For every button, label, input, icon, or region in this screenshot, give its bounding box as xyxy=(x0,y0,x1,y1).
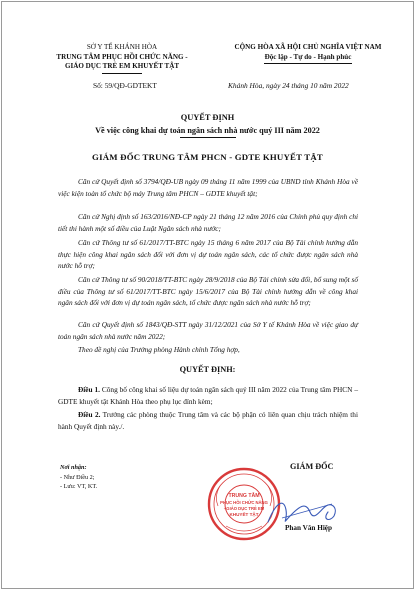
signatory-title: GIÁM ĐỐC xyxy=(290,462,334,471)
legal-basis-3: Căn cứ Thông tư số 61/2017/TT-BTC ngày 15 tháng 6 năm 2017 của Bộ Tài chính hướng dẫn thực hiện công khai ngân sách đối với đơn vị dự toán ngân sách, các tổ chức được ngân sách nhà nước hỗ trợ; xyxy=(58,238,358,271)
country-name: CỘNG HÒA XÃ HỘI CHỦ NGHĨA VIỆT NAM xyxy=(234,43,382,51)
issuing-agency-header xyxy=(44,43,200,74)
article-1-label: Điều 1. xyxy=(78,385,100,394)
agency-line-1: TRUNG TÂM PHỤC HỒI CHỨC NĂNG - xyxy=(56,52,188,61)
seal-text-2: PHỤC HỒI CHỨC NĂNG xyxy=(220,500,268,505)
proposal-basis: Theo đề nghị của Trưởng phòng Hành chính Tổng hợp, xyxy=(78,345,240,354)
document-title: QUYẾT ĐỊNH xyxy=(180,113,235,122)
article-2-text: Trưởng các phòng thuộc Trung tâm và các bộ phận có liên quan chịu trách nhiệm thi hành Quyết định này./. xyxy=(58,410,358,431)
motto: Độc lập - Tự do - Hạnh phúc xyxy=(264,52,352,61)
legal-basis-5: Căn cứ Quyết định số 1843/QĐ-STT ngày 31/12/2021 của Sở Y tế Khánh Hòa về việc giao dự toán ngân sách nhà nước năm 2022; xyxy=(58,320,358,341)
issuer-heading: GIÁM ĐỐC TRUNG TÂM PHCN - GDTE KHUYẾT TẬT xyxy=(92,152,323,162)
article-1 xyxy=(58,384,358,407)
subtitle-text: Về việc công khai dự toán ngân sách nhà nước quý III năm 2022 xyxy=(95,126,320,135)
document-number: Số: 59/QĐ-GDTEKT xyxy=(93,81,157,90)
article-1-text: Công bố công khai số liệu dự toán ngân sách quý III năm 2022 của Trung tâm PHCN – GDTE khuyết tật Khánh Hòa theo phụ lục đính kèm; xyxy=(58,385,358,406)
article-2 xyxy=(58,409,358,432)
national-header xyxy=(213,43,403,64)
seal-text-4: KHUYẾT TẬT xyxy=(229,512,259,517)
agency-underline xyxy=(102,73,142,74)
document-subtitle xyxy=(0,126,415,138)
motto-underline xyxy=(264,63,352,64)
legal-basis-4: Căn cứ Thông tư số 90/2018/TT-BTC ngày 28/9/2018 của Bộ Tài chính sửa đổi, bổ sung một số điều của Thông tư số 61/2017/TT-BTC ngày 15/6/2017 của Bộ Tài chính hướng dẫn về công khai ngân sách đối với đơn vị dự toán ngân sách, tổ chức được ngân sách nhà nước hỗ trợ; xyxy=(58,275,358,308)
decision-heading: QUYẾT ĐỊNH: xyxy=(179,365,236,374)
issue-date: Khánh Hòa, ngày 24 tháng 10 năm 2022 xyxy=(228,81,349,90)
agency-line-2: GIÁO DỤC TRẺ EM KHUYẾT TẬT xyxy=(64,62,180,71)
seal-text-1: TRUNG TÂM xyxy=(228,493,260,499)
signatory-name: Phan Văn Hiệp xyxy=(285,524,332,532)
seal-text-3: - GIÁO DỤC TRẺ EM xyxy=(223,506,265,511)
legal-basis-1: Căn cứ Quyết định số 3794/QĐ-UB ngày 09 tháng 11 năm 1999 của UBND tỉnh Khánh Hòa về việc kiện toàn tổ chức bộ máy Trung tâm PHCN – GDTE khuyết tật; xyxy=(58,177,358,198)
legal-basis-2: Căn cứ Nghị định số 163/2016/NĐ-CP ngày 21 tháng 12 năm 2016 của Chính phủ quy định chi tiết thi hành một số điều của Luật Ngân sách nhà nước; xyxy=(58,212,358,233)
ministry-line: SỞ Y TẾ KHÁNH HÒA xyxy=(86,43,158,51)
recipient-item: - Như Điều 2; xyxy=(60,474,95,481)
article-2-label: Điều 2. xyxy=(78,410,101,419)
subtitle-underline xyxy=(180,137,236,138)
recipients-title: Nơi nhận: xyxy=(60,464,87,471)
recipient-item: - Lưu: VT, KT. xyxy=(60,483,98,490)
